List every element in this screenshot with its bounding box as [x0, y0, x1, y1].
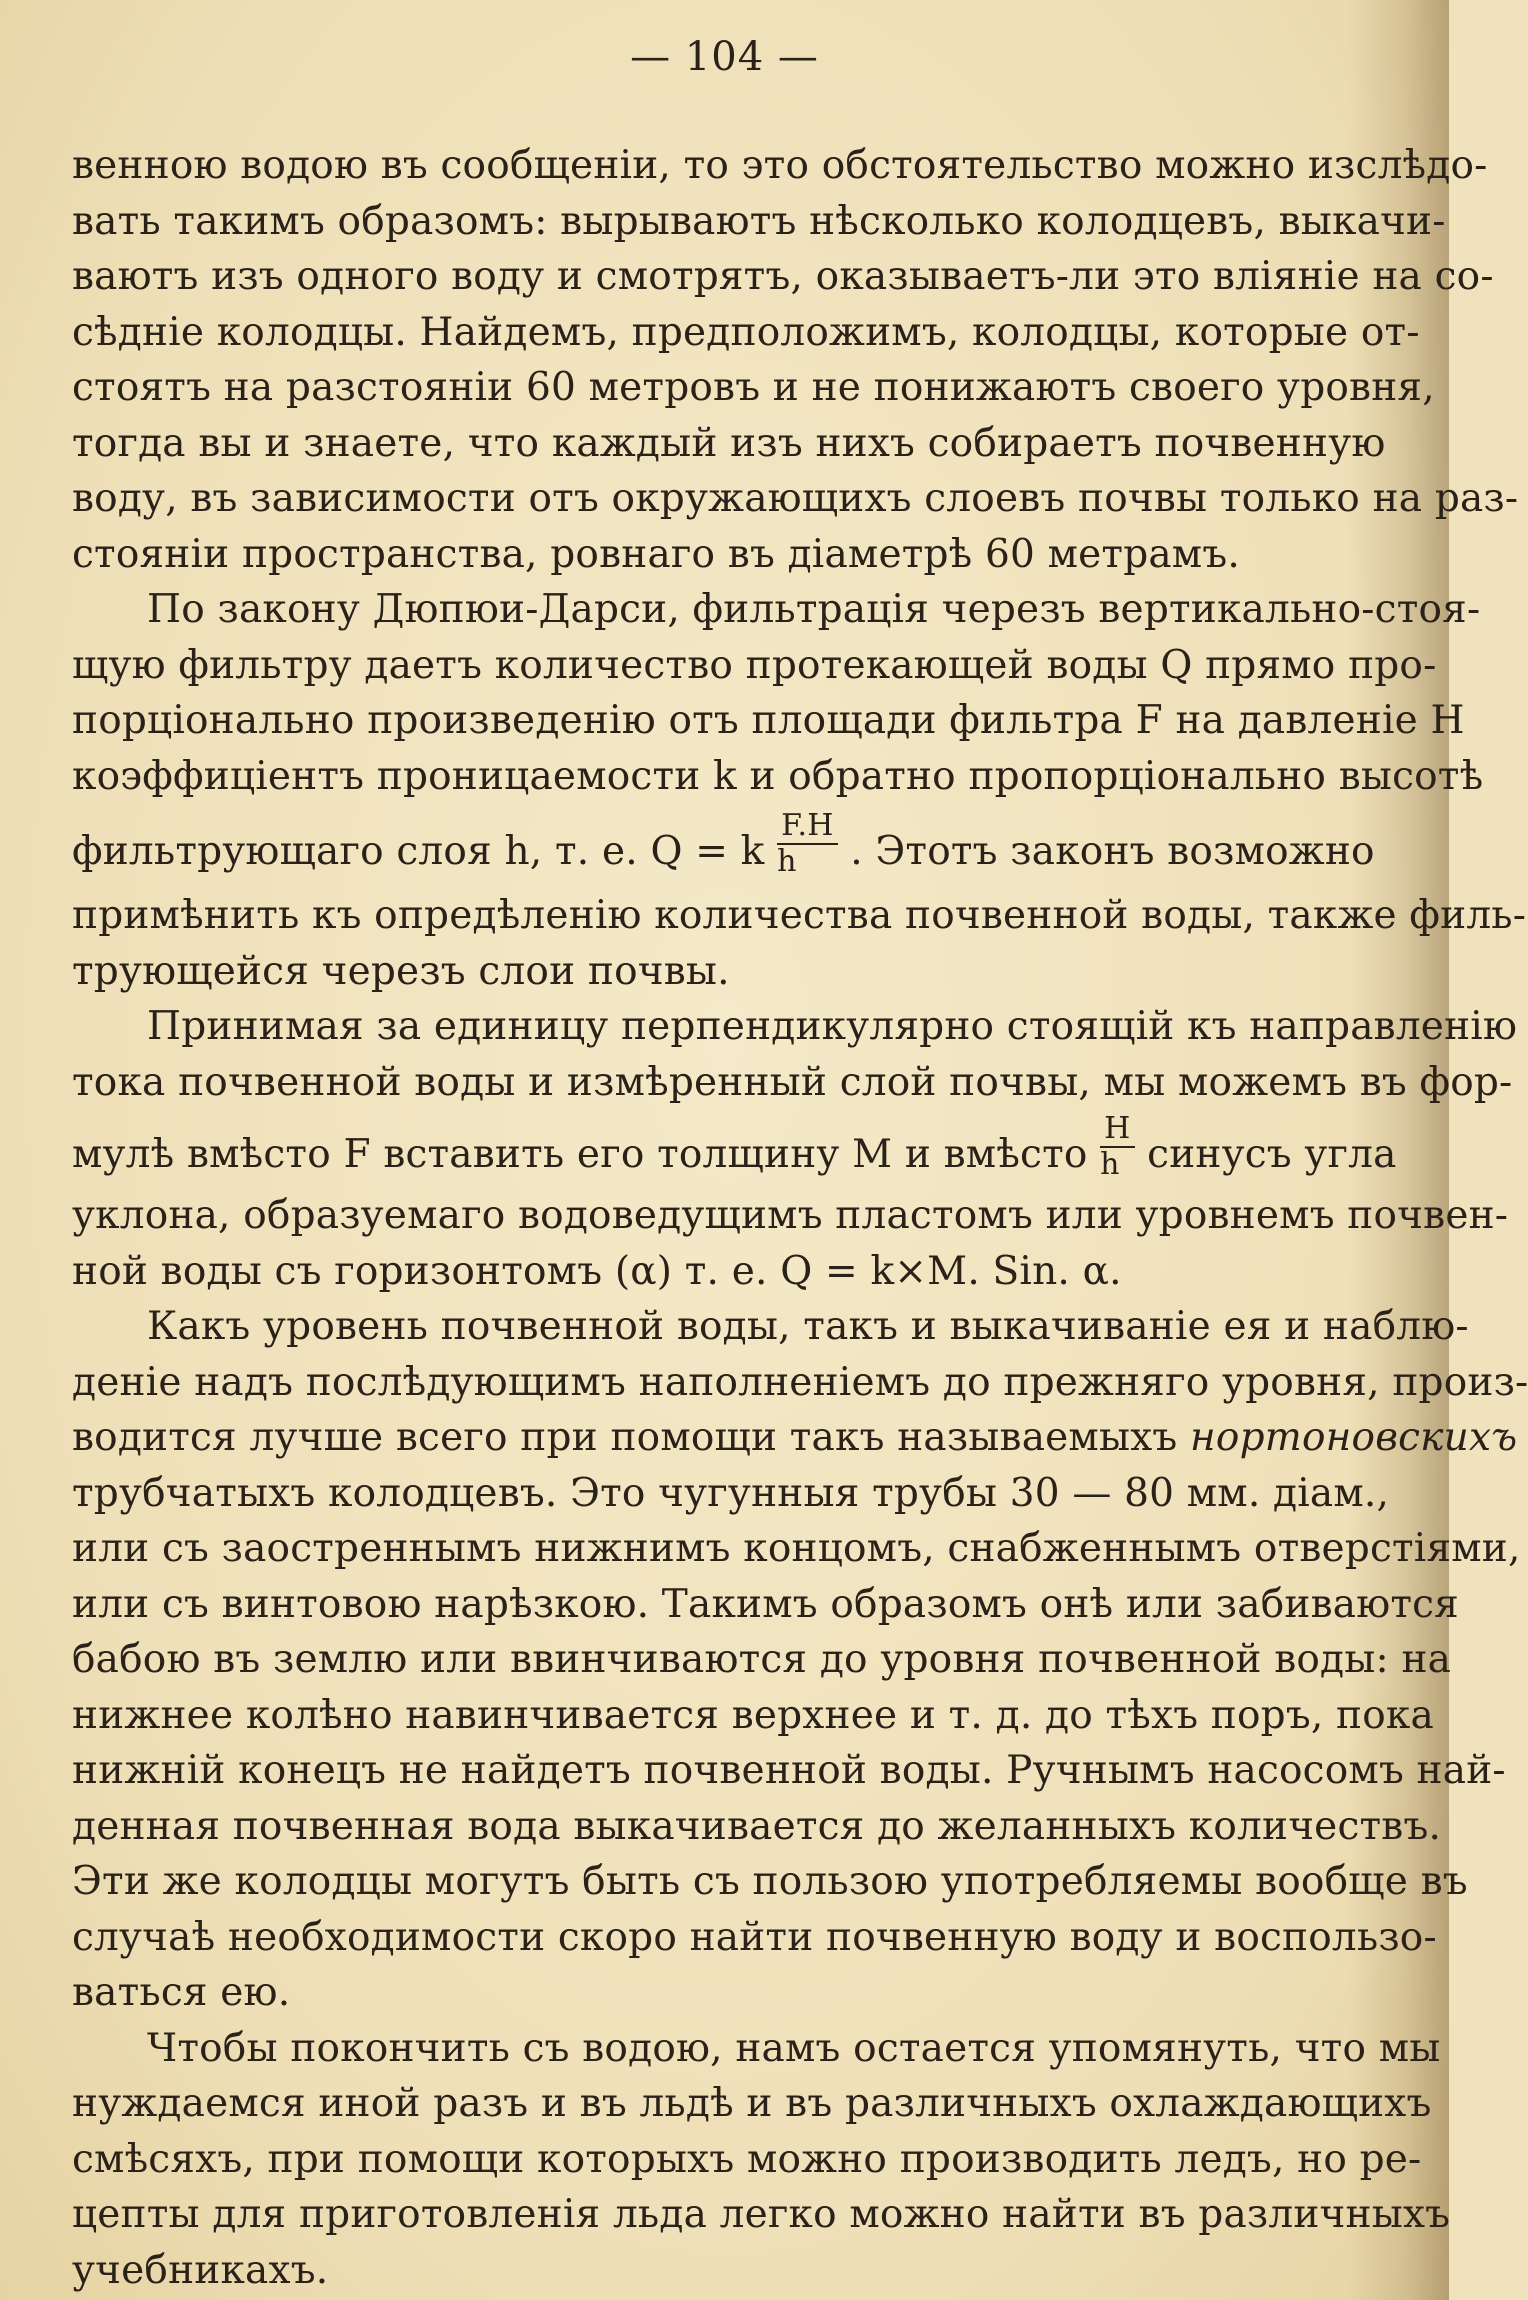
- text-line: учебникахъ.: [72, 2247, 329, 2293]
- paragraph-start: Чтобы покончить съ водою, намъ остается упомянуть, что мы: [147, 2025, 1441, 2071]
- fraction: [1100, 1111, 1134, 1182]
- text-line: примѣнить къ опредѣленiю количества почвенной воды, также филь-: [72, 893, 1527, 938]
- page-number: — 104 —: [630, 34, 819, 80]
- text-line: денiе надъ послѣдующимъ наполненiемъ до прежняго уровня, произ-: [72, 1359, 1528, 1405]
- fraction-denominator: h: [1100, 1147, 1120, 1182]
- text-line: случаѣ необходимости скоро найти почвенную воду и воспользо-: [72, 1914, 1437, 1960]
- text-segment: водится лучше всего при помощи такъ называемыхъ: [72, 1415, 1178, 1460]
- text-line: или съ винтовою нарѣзкою. Такимъ образомъ онѣ или забиваются: [72, 1581, 1459, 1627]
- fraction-numerator: H: [1100, 1114, 1134, 1148]
- text-line: нуждаемся иной разъ и въ льдѣ и въ различныхъ охлаждающихъ: [72, 2081, 1432, 2126]
- text-line: уклона, образуемаго водоведущимъ пластомъ или уровнемъ почвен-: [72, 1193, 1509, 1238]
- formula-line: [72, 1110, 1397, 1188]
- formula-text-after: синусъ угла: [1147, 1132, 1397, 1177]
- text-line: трующейся черезъ слои почвы.: [72, 948, 730, 994]
- text-line: тока почвенной воды и измѣренный слой почвы, мы можемъ въ фор-: [72, 1059, 1513, 1105]
- formula-text-after: . Этотъ законъ возможно: [850, 829, 1375, 874]
- paragraph-start: Принимая за единицу перпендикулярно стоящiй къ направленiю: [147, 1004, 1518, 1049]
- text-line: венною водою въ сообщенiи, то это обстоятельство можно изслѣдо-: [72, 143, 1488, 188]
- italic-term: нортоновскихъ: [1190, 1415, 1518, 1460]
- formula-line: [72, 804, 1375, 888]
- text-line: нижнiй конецъ не найдетъ почвенной воды. Ручнымъ насосомъ най-: [72, 1748, 1506, 1793]
- body-text: [72, 138, 1528, 2298]
- text-line: коэффицiентъ проницаемости k и обратно пропорцiонально высотѣ: [72, 753, 1484, 799]
- text-line: ной воды съ горизонтомъ (α) т. е. Q = k×M. Sin. α.: [72, 1248, 1122, 1294]
- text-line: стоянiи пространства, ровнаго въ дiаметрѣ 60 метрамъ.: [72, 531, 1240, 577]
- fraction: [777, 808, 837, 879]
- fraction-numerator: F.H: [777, 811, 837, 845]
- text-line: или съ заостреннымъ нижнимъ концомъ, снабженнымъ отверстiями,: [72, 1526, 1521, 1571]
- text-line-with-italic: [72, 1410, 1518, 1466]
- text-line: вать такимъ образомъ: вырываютъ нѣсколько колодцевъ, выкачи-: [72, 198, 1446, 244]
- text-line: Эти же колодцы могутъ быть съ пользою употребляемы вообще въ: [72, 1859, 1468, 1904]
- text-line: нижнее колѣно навинчивается верхнее и т. д. до тѣхъ поръ, пока: [72, 1692, 1434, 1738]
- text-line: смѣсяхъ, при помощи которыхъ можно производить ледъ, но ре-: [72, 2136, 1422, 2182]
- text-line: бабою въ землю или ввинчиваются до уровня почвенной воды: на: [72, 1637, 1452, 1682]
- fraction-denominator: h: [777, 844, 797, 879]
- text-line: тогда вы и знаете, что каждый изъ нихъ собираетъ почвенную: [72, 420, 1386, 466]
- paragraph-start: По закону Дюпюи-Дарси, фильтрацiя черезъ вертикально-стоя-: [147, 587, 1481, 632]
- text-line: стоятъ на разстоянiи 60 метровъ и не понижаютъ своего уровня,: [72, 365, 1435, 410]
- text-line: щую фильтру даетъ количество протекающей воды Q прямо про-: [72, 642, 1437, 688]
- text-line: воду, въ зависимости отъ окружающихъ слоевъ почвы только на раз-: [72, 476, 1519, 521]
- text-line: трубчатыхъ колодцевъ. Это чугунныя трубы 30 — 80 мм. дiам.,: [72, 1470, 1390, 1516]
- text-line: ваться ею.: [72, 1970, 291, 2015]
- text-line: цепты для приготовленiя льда легко можно найти въ различныхъ: [72, 2192, 1451, 2237]
- paragraph-start: Какъ уровень почвенной воды, такъ и выкачиванiе ея и наблю-: [147, 1304, 1469, 1349]
- text-line: сѣднiе колодцы. Найдемъ, предположимъ, колодцы, которые от-: [72, 309, 1420, 355]
- formula-text-before: фильтрующаго слоя h, т. е. Q = k: [72, 829, 765, 874]
- text-line: порцiонально произведенiю отъ площади фильтра F на давленiе H: [72, 698, 1465, 743]
- formula-text-before: мулѣ вмѣсто F вставить его толщину M и вмѣсто: [72, 1132, 1088, 1177]
- text-line: ваютъ изъ одного воду и смотрятъ, оказываетъ-ли это влiянiе на со-: [72, 254, 1494, 299]
- text-line: денная почвенная вода выкачивается до желанныхъ количествъ.: [72, 1803, 1442, 1849]
